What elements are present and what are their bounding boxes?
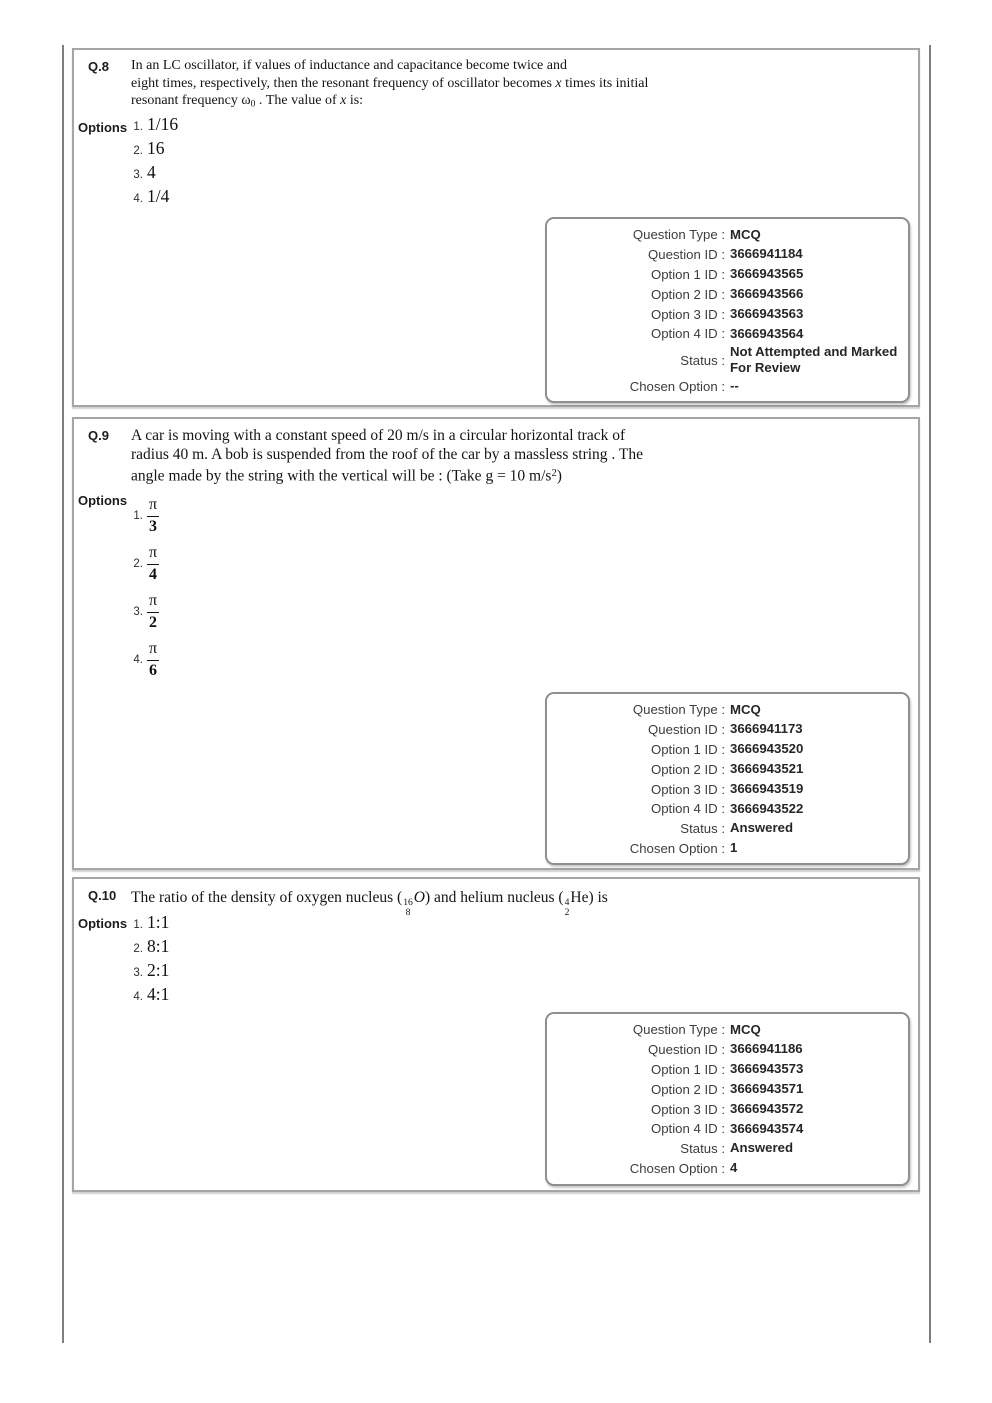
detail-value: MCQ bbox=[730, 226, 761, 242]
detail-row-chosen bbox=[547, 377, 902, 397]
detail-row bbox=[547, 1119, 902, 1139]
option-number: 4. bbox=[133, 991, 143, 1003]
detail-label: Question ID : bbox=[648, 1042, 725, 1058]
fraction bbox=[147, 640, 159, 680]
option-number: 1. bbox=[133, 510, 143, 522]
detail-value: 3666941184 bbox=[730, 246, 803, 262]
detail-value: 3666941186 bbox=[730, 1041, 803, 1057]
detail-label: Chosen Option : bbox=[629, 1160, 725, 1176]
option-row bbox=[127, 588, 159, 636]
detail-label: Option 2 ID : bbox=[650, 286, 725, 302]
detail-label: Option 4 ID : bbox=[650, 1121, 725, 1137]
question-text-line: resonant frequency ω0 . The value of x is: bbox=[131, 93, 364, 110]
fraction-numerator: π bbox=[147, 592, 159, 612]
details-panel bbox=[545, 1012, 910, 1186]
options-list bbox=[127, 912, 169, 1008]
detail-value: 3666943519 bbox=[730, 780, 804, 796]
question-number: Q.10 bbox=[88, 888, 117, 903]
details-panel bbox=[545, 217, 910, 403]
detail-value-status: Answered bbox=[730, 1140, 794, 1156]
question-section-q10 bbox=[72, 877, 920, 1192]
fraction bbox=[147, 544, 159, 584]
question-text-line: The ratio of the density of oxygen nucleus ( 16 8 O) and helium nucleus ( 4 2 He) is bbox=[131, 889, 608, 918]
option-number: 2. bbox=[133, 145, 143, 157]
fraction bbox=[147, 496, 159, 536]
option-row bbox=[127, 936, 169, 960]
detail-label: Option 3 ID : bbox=[650, 781, 725, 797]
detail-value-status: Answered bbox=[730, 820, 794, 836]
option-value: 16 bbox=[147, 138, 165, 158]
detail-row bbox=[547, 1060, 902, 1080]
detail-label: Chosen Option : bbox=[629, 379, 725, 395]
detail-value: 3666943574 bbox=[730, 1120, 804, 1136]
detail-label: Option 1 ID : bbox=[650, 266, 725, 282]
option-row bbox=[127, 960, 169, 984]
option-number: 2. bbox=[133, 943, 143, 955]
detail-label: Option 1 ID : bbox=[650, 1061, 725, 1077]
detail-row bbox=[547, 1020, 902, 1040]
detail-value: 3666943565 bbox=[730, 266, 804, 282]
option-row bbox=[127, 162, 178, 186]
page-right-border bbox=[929, 45, 931, 1343]
option-value: 4:1 bbox=[147, 984, 170, 1004]
detail-label: Option 1 ID : bbox=[650, 741, 725, 757]
detail-value: 3666941173 bbox=[730, 721, 803, 737]
detail-value: 3666943520 bbox=[730, 741, 804, 757]
options-label: Options bbox=[78, 120, 128, 135]
question-text-line: angle made by the string with the vertical will be : (Take g = 10 $m/s^2$) bbox=[131, 467, 562, 485]
detail-label: Question ID : bbox=[648, 722, 725, 738]
detail-label: Status : bbox=[680, 1141, 725, 1157]
detail-row bbox=[547, 1099, 902, 1119]
detail-label: Question Type : bbox=[632, 702, 725, 718]
detail-row-chosen bbox=[547, 1159, 902, 1179]
question-section-q9 bbox=[72, 417, 920, 870]
detail-label: Question ID : bbox=[648, 247, 725, 263]
fraction-numerator: π bbox=[147, 544, 159, 564]
detail-value-chosen: -- bbox=[730, 378, 739, 394]
detail-row bbox=[547, 284, 902, 304]
detail-row bbox=[547, 1079, 902, 1099]
detail-row-status bbox=[547, 1139, 902, 1159]
question-number: Q.9 bbox=[88, 428, 109, 443]
option-number: 1. bbox=[133, 919, 143, 931]
fraction-denominator: 3 bbox=[149, 517, 158, 535]
detail-row-status bbox=[547, 819, 902, 839]
details-panel bbox=[545, 692, 910, 865]
detail-label: Option 3 ID : bbox=[650, 1101, 725, 1117]
detail-label: Status : bbox=[680, 352, 725, 368]
fraction-denominator: 6 bbox=[149, 661, 158, 679]
options-list bbox=[127, 492, 159, 684]
detail-row bbox=[547, 245, 902, 265]
question-text-line: A car is moving with a constant speed of 20 m/s in a circular horizontal track of bbox=[131, 427, 626, 444]
option-value: 4 bbox=[147, 162, 156, 182]
question-number: Q.8 bbox=[88, 59, 109, 74]
detail-row bbox=[547, 720, 902, 740]
detail-value: 3666943566 bbox=[730, 286, 804, 302]
detail-label: Option 4 ID : bbox=[650, 801, 725, 817]
detail-row bbox=[547, 759, 902, 779]
detail-label: Option 2 ID : bbox=[650, 761, 725, 777]
question-text-line: eight times, respectively, then the resonant frequency of oscillator becomes x times its initial bbox=[131, 75, 649, 91]
option-value: 1/4 bbox=[147, 186, 170, 206]
detail-value: MCQ bbox=[730, 701, 761, 717]
option-number: 1. bbox=[133, 121, 143, 133]
options-label: Options bbox=[78, 916, 128, 931]
fraction bbox=[147, 592, 159, 632]
question-text bbox=[131, 886, 608, 918]
detail-label: Question Type : bbox=[632, 1022, 725, 1038]
detail-value: 3666943564 bbox=[730, 325, 804, 341]
fraction-denominator: 4 bbox=[149, 565, 158, 583]
option-value: 8:1 bbox=[147, 936, 170, 956]
option-number: 3. bbox=[133, 169, 143, 181]
question-text-line: radius 40 m. A bob is suspended from the roof of the car by a massless string . The bbox=[131, 446, 643, 463]
detail-value-chosen: 4 bbox=[730, 1160, 738, 1176]
option-row bbox=[127, 636, 159, 684]
detail-label: Option 2 ID : bbox=[650, 1081, 725, 1097]
options-label: Options bbox=[78, 493, 128, 508]
options-list bbox=[127, 114, 178, 210]
detail-label: Status : bbox=[680, 821, 725, 837]
fraction-numerator: π bbox=[147, 496, 159, 516]
detail-value: 3666943573 bbox=[730, 1061, 804, 1077]
option-number: 2. bbox=[133, 558, 143, 570]
option-number: 4. bbox=[133, 654, 143, 666]
detail-value: MCQ bbox=[730, 1021, 761, 1037]
option-row bbox=[127, 186, 178, 210]
detail-row bbox=[547, 799, 902, 819]
detail-row bbox=[547, 700, 902, 720]
fraction-denominator: 2 bbox=[149, 613, 158, 631]
option-number: 3. bbox=[133, 606, 143, 618]
option-row bbox=[127, 114, 178, 138]
question-text-line: In an LC oscillator, if values of inductance and capacitance become twice and bbox=[131, 58, 567, 73]
detail-row bbox=[547, 779, 902, 799]
question-section-q8 bbox=[72, 48, 920, 407]
detail-value: 3666943563 bbox=[730, 305, 804, 321]
option-value: 2:1 bbox=[147, 960, 170, 980]
detail-row bbox=[547, 265, 902, 285]
question-text bbox=[131, 57, 648, 114]
detail-value-chosen: 1 bbox=[730, 840, 738, 856]
detail-row bbox=[547, 304, 902, 324]
option-value: 1:1 bbox=[147, 912, 170, 932]
detail-row bbox=[547, 225, 902, 245]
detail-value: 3666943572 bbox=[730, 1100, 804, 1116]
option-number: 3. bbox=[133, 967, 143, 979]
detail-value: 3666943521 bbox=[730, 761, 804, 777]
detail-value: 3666943522 bbox=[730, 800, 804, 816]
option-row bbox=[127, 912, 169, 936]
detail-row bbox=[547, 740, 902, 760]
question-text bbox=[131, 426, 643, 486]
detail-label: Option 3 ID : bbox=[650, 306, 725, 322]
detail-row-chosen bbox=[547, 839, 902, 859]
detail-value: 3666943571 bbox=[730, 1081, 804, 1097]
option-row bbox=[127, 984, 169, 1008]
detail-row bbox=[547, 324, 902, 344]
detail-row bbox=[547, 1040, 902, 1060]
detail-row-status bbox=[547, 344, 902, 377]
option-row bbox=[127, 492, 159, 540]
detail-label: Chosen Option : bbox=[629, 840, 725, 856]
option-row bbox=[127, 138, 178, 162]
option-number: 4. bbox=[133, 193, 143, 205]
detail-label: Question Type : bbox=[632, 227, 725, 243]
detail-label: Option 4 ID : bbox=[650, 326, 725, 342]
option-row bbox=[127, 540, 159, 588]
detail-value-status: Not Attempted and Marked For Review bbox=[730, 343, 898, 376]
page-left-border bbox=[62, 45, 64, 1343]
option-value: 1/16 bbox=[147, 114, 179, 134]
fraction-numerator: π bbox=[147, 640, 159, 660]
